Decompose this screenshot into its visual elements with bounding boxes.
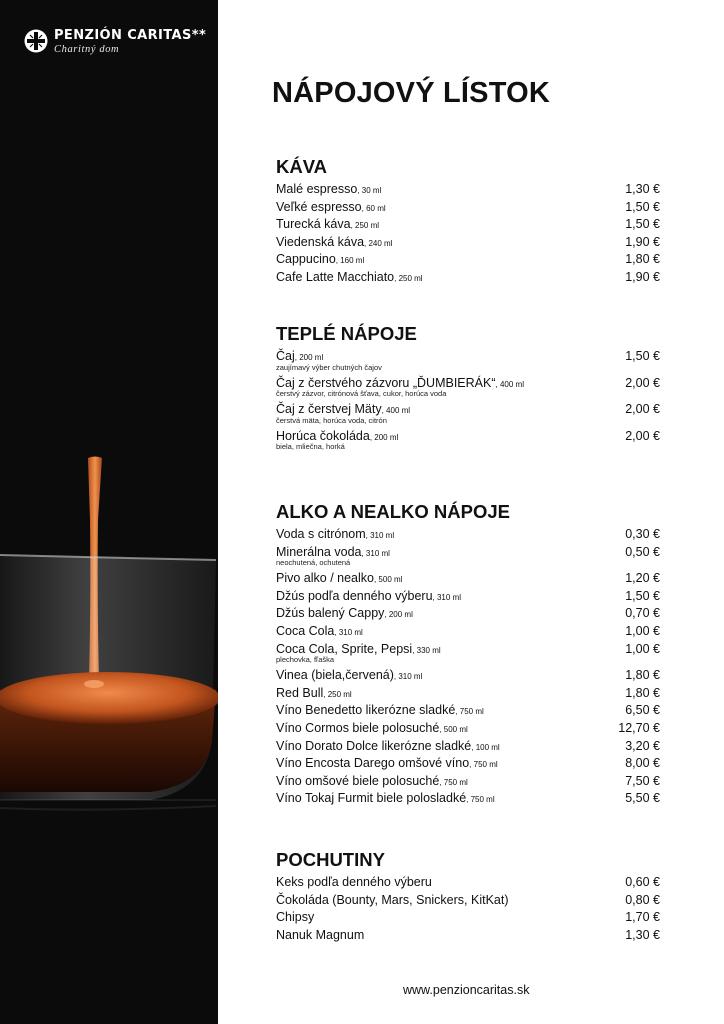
item-name-line — [276, 667, 422, 686]
item-volume: , 750 ml — [455, 707, 484, 717]
item-price: 1,20 € — [625, 571, 660, 586]
menu-item — [276, 773, 662, 791]
menu-item-row — [276, 909, 662, 927]
menu-item-row — [276, 755, 662, 773]
menu-item-row — [276, 588, 662, 606]
item-volume: , 750 ml — [466, 795, 495, 805]
item-name-line — [276, 773, 468, 792]
item-name-line — [276, 685, 352, 704]
menu-item — [276, 181, 662, 199]
item-name-line — [276, 623, 363, 642]
item-name-line — [276, 570, 402, 589]
item-name-line — [276, 702, 484, 721]
item-price: 1,90 € — [625, 234, 660, 249]
item-price: 1,70 € — [625, 910, 660, 925]
item-name: Čaj z čerstvého zázvoru „ĎUMBIERÁK“ — [276, 375, 496, 390]
menu-item — [276, 348, 662, 372]
item-name: Nanuk Magnum — [276, 927, 365, 942]
item-volume: , 310 ml — [361, 548, 390, 558]
item-price: 2,00 € — [625, 375, 660, 390]
item-volume: , 330 ml — [412, 645, 441, 655]
menu-item-row — [276, 892, 662, 910]
item-description: biela, mliečna, horká — [276, 442, 345, 452]
menu-item — [276, 641, 662, 665]
item-name: Veľké espresso — [276, 199, 362, 214]
menu-item-row — [276, 874, 662, 892]
menu-item — [276, 667, 662, 685]
item-volume: , 310 ml — [365, 531, 395, 540]
item-name: Džús podľa denného výberu — [276, 588, 433, 603]
section-pochutiny — [276, 848, 662, 944]
item-price: 1,00 € — [625, 623, 660, 638]
item-name: Víno omšové biele polosuché — [276, 773, 440, 788]
item-volume: , 200 ml — [294, 353, 324, 362]
item-volume: , 500 ml — [373, 575, 403, 585]
menu-item — [276, 428, 662, 452]
menu-item — [276, 588, 662, 606]
item-name: Víno Benedetto likerózne sladké — [276, 703, 456, 718]
item-price: 8,00 € — [625, 756, 660, 771]
item-volume: , 240 ml — [364, 238, 393, 248]
menu-item-row — [276, 216, 662, 234]
menu-item — [276, 251, 662, 269]
item-price: 3,20 € — [625, 738, 660, 753]
item-name: Minerálna voda — [276, 544, 362, 559]
item-name-line — [276, 234, 393, 253]
menu-item-row — [276, 738, 662, 756]
item-price: 0,70 € — [625, 606, 660, 621]
brand-name: PENZIÓN CARITAS** — [54, 28, 207, 43]
item-name: Turecká káva — [276, 217, 351, 232]
item-price: 1,80 € — [625, 685, 660, 700]
section-heading: ALKO A NEALKO NÁPOJE — [276, 501, 511, 522]
item-price: 1,00 € — [625, 641, 660, 656]
item-name-line — [276, 181, 381, 200]
item-name-line — [276, 269, 423, 288]
item-price: 1,30 € — [625, 927, 660, 942]
item-name: Čaj — [276, 349, 295, 363]
item-name: Víno Encosta Darego omšové víno — [276, 756, 470, 771]
item-name: Horúca čokoláda — [276, 428, 370, 443]
menu-item-row — [276, 251, 662, 269]
item-price: 1,50 € — [625, 199, 660, 214]
item-volume: , 200 ml — [369, 432, 399, 442]
menu-item — [276, 544, 662, 568]
item-price: 1,50 € — [625, 349, 660, 363]
menu-item-row — [276, 720, 662, 738]
item-name: Cappucino — [276, 252, 336, 267]
menu-item-row — [276, 234, 662, 252]
item-name: Voda s citrónom — [276, 527, 366, 541]
menu-item — [276, 199, 662, 217]
item-price: 1,80 € — [625, 668, 660, 683]
item-name-line — [276, 588, 461, 607]
section-heading: POCHUTINY — [276, 849, 385, 870]
menu-item-row — [276, 526, 662, 544]
item-name: Coca Cola — [276, 623, 335, 638]
item-name-line — [276, 251, 364, 270]
item-name-line — [276, 216, 379, 235]
menu-item-row — [276, 773, 662, 791]
item-name-line — [276, 790, 495, 809]
menu-item-row — [276, 623, 662, 641]
item-volume: , 500 ml — [439, 724, 468, 734]
item-volume: , 250 ml — [350, 221, 380, 231]
item-volume: , 30 ml — [357, 186, 382, 195]
item-price: 1,50 € — [625, 588, 660, 603]
item-name: Víno Dorato Dolce likerózne sladké — [276, 738, 472, 753]
item-price: 7,50 € — [625, 773, 660, 788]
item-volume: , 60 ml — [361, 203, 386, 213]
item-price: 1,90 € — [625, 269, 660, 284]
item-name: Vinea (biela,červená) — [276, 668, 394, 683]
item-name: Víno Tokaj Furmit biele polosladké — [276, 791, 467, 806]
item-price: 1,30 € — [625, 182, 660, 196]
menu-item-row — [276, 685, 662, 703]
item-name-line — [276, 526, 394, 545]
section-teple-napoje — [276, 322, 662, 454]
item-price: 2,00 € — [625, 402, 660, 417]
menu-item — [276, 685, 662, 703]
menu-item — [276, 234, 662, 252]
caritas-cross-icon — [24, 29, 48, 53]
item-price: 12,70 € — [618, 720, 660, 735]
item-name-line — [276, 720, 468, 739]
item-name: Chipsy — [276, 910, 315, 925]
item-description: čerstvá mäta, horúca voda, citrón — [276, 415, 387, 425]
menu-item-row — [276, 570, 662, 588]
menu-item — [276, 269, 662, 287]
item-name: Malé espresso — [276, 182, 358, 196]
menu-item — [276, 738, 662, 756]
item-volume: , 100 ml — [471, 742, 500, 752]
item-name: Víno Cormos biele polosuché — [276, 720, 440, 735]
menu-item — [276, 892, 662, 910]
item-volume: , 310 ml — [393, 672, 423, 682]
menu-item-row — [276, 927, 662, 945]
item-name-line — [276, 199, 386, 218]
item-description: čerstvý zázvor, citrónová šťava, cukor, horúca voda — [276, 389, 447, 399]
menu-item — [276, 927, 662, 945]
item-name: Red Bull — [276, 685, 324, 700]
item-name: Coca Cola, Sprite, Pepsi — [276, 641, 413, 656]
menu-item — [276, 702, 662, 720]
page-title: NÁPOJOVÝ LÍSTOK — [272, 77, 551, 109]
coffee-photo — [0, 0, 218, 1024]
menu-item — [276, 216, 662, 234]
item-name: Pivo alko / nealko — [276, 571, 374, 586]
menu-item — [276, 720, 662, 738]
menu-item-row — [276, 702, 662, 720]
item-volume: , 200 ml — [384, 610, 413, 620]
item-name-line — [276, 755, 498, 774]
menu-item — [276, 526, 662, 544]
brand-logo — [24, 27, 224, 67]
item-name-line — [276, 874, 432, 893]
item-volume: , 400 ml — [495, 379, 524, 389]
section-heading: TEPLÉ NÁPOJE — [276, 323, 417, 344]
item-description: zaujímavý výber chutných čajov — [276, 362, 382, 372]
item-volume: , 310 ml — [432, 592, 461, 602]
item-name: Cafe Latte Macchiato — [276, 269, 395, 284]
item-volume: , 250 ml — [323, 689, 352, 699]
item-price: 6,50 € — [625, 703, 660, 718]
menu-item — [276, 401, 662, 425]
item-name-line — [276, 605, 413, 624]
item-name-line — [276, 738, 500, 757]
item-name: Čaj z čerstvej Mäty — [276, 402, 382, 417]
menu-item — [276, 755, 662, 773]
item-price: 1,80 € — [625, 252, 660, 267]
item-name-line — [276, 892, 509, 911]
item-volume: , 310 ml — [334, 627, 363, 637]
item-name-line — [276, 909, 314, 928]
website-url: www.penzioncaritas.sk — [403, 983, 530, 997]
menu-item-row — [276, 199, 662, 217]
item-name: Džús balený Cappy — [276, 606, 385, 621]
item-description: plechovka, fľaška — [276, 655, 335, 665]
item-volume: , 750 ml — [439, 777, 468, 787]
section-heading: KÁVA — [276, 156, 328, 177]
menu-item-row — [276, 605, 662, 623]
menu-item — [276, 375, 662, 399]
item-volume: , 750 ml — [469, 760, 498, 770]
item-price: 0,60 € — [625, 875, 660, 889]
item-name: Viedenská káva — [276, 234, 365, 249]
menu-item — [276, 570, 662, 588]
item-volume: , 400 ml — [381, 406, 411, 416]
item-price: 0,50 € — [625, 544, 660, 559]
menu-item — [276, 790, 662, 808]
menu-item — [276, 874, 662, 892]
item-price: 0,80 € — [625, 892, 660, 907]
item-name: Keks podľa denného výberu — [276, 875, 432, 889]
item-volume: , 160 ml — [335, 256, 365, 266]
item-price: 5,50 € — [625, 791, 660, 806]
menu-item-row — [276, 181, 662, 199]
item-price: 2,00 € — [625, 428, 660, 443]
section-kava — [276, 155, 662, 287]
brand-tagline: Charitný dom — [54, 44, 120, 55]
item-name-line — [276, 927, 364, 946]
menu-item — [276, 909, 662, 927]
item-name: Čokoláda (Bounty, Mars, Snickers, KitKat) — [276, 892, 509, 907]
section-alko-nealko — [276, 500, 662, 808]
item-description: neochutená, ochutená — [276, 558, 351, 568]
menu-item — [276, 605, 662, 623]
menu-item — [276, 623, 662, 641]
menu-item-row — [276, 667, 662, 685]
item-price: 1,50 € — [625, 217, 660, 232]
menu-item-row — [276, 790, 662, 808]
menu-item-row — [276, 269, 662, 287]
item-price: 0,30 € — [625, 527, 660, 541]
item-volume: , 250 ml — [394, 273, 423, 283]
